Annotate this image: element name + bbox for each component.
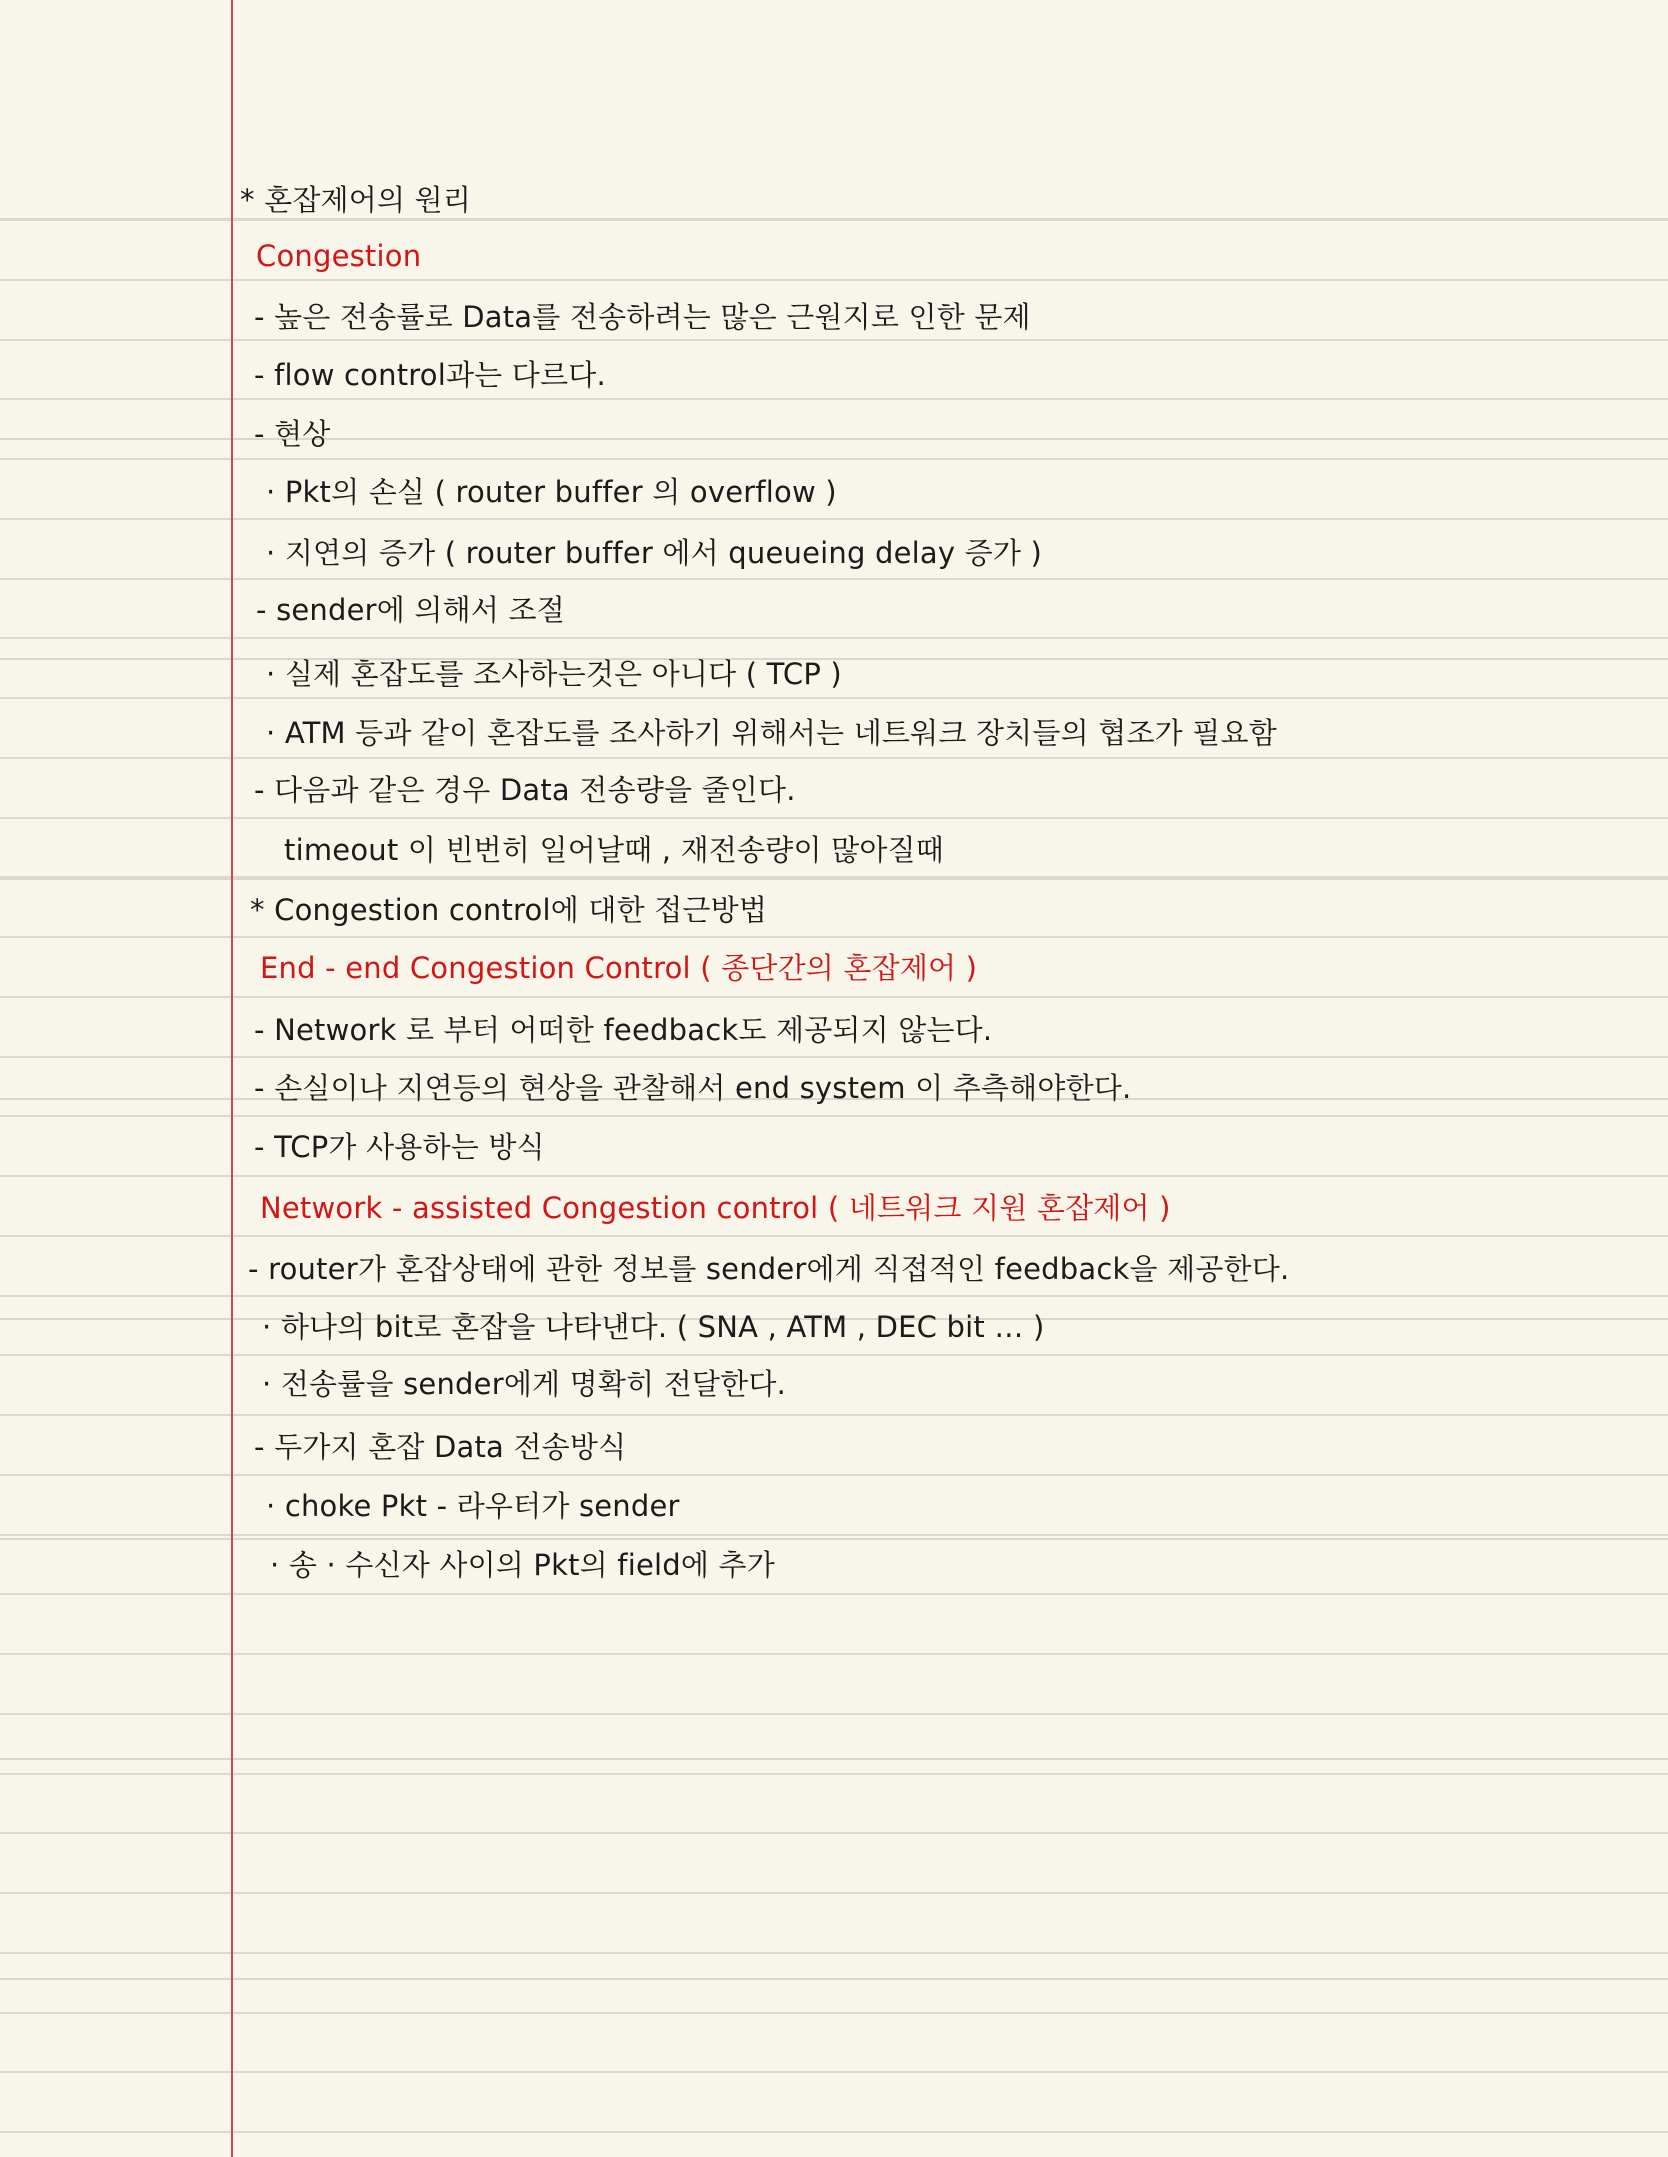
note-bullet: · ATM 등과 같이 혼잡도를 조사하기 위해서는 네트워크 장치들의 협조가 필요함 [266, 716, 1277, 750]
note-term: Network - assisted Congestion control ( 네트워크 지원 혼잡제어 ) [260, 1191, 1171, 1225]
note-bullet: · 송 · 수신자 사이의 Pkt의 field에 추가 [270, 1548, 775, 1582]
note-line: - 두가지 혼잡 Data 전송방식 [254, 1430, 627, 1464]
note-line: - Network 로 부터 어떠한 feedback도 제공되지 않는다. [254, 1013, 993, 1047]
note-term: End - end Congestion Control ( 종단간의 혼잡제어 ) [260, 951, 978, 985]
note-line: - sender에 의해서 조절 [256, 593, 565, 627]
note-bullet: · 지연의 증가 ( router buffer 에서 queueing delay 증가 ) [266, 536, 1043, 570]
note-heading: * Congestion control에 대한 접근방법 [250, 893, 768, 927]
note-heading: * 혼잡제어의 원리 [240, 183, 472, 217]
note-line: - router가 혼잡상태에 관한 정보를 sender에게 직접적인 feedback을 제공한다. [248, 1252, 1290, 1286]
note-term: Congestion [256, 239, 422, 273]
note-bullet: · choke Pkt - 라우터가 sender [266, 1489, 680, 1523]
note-bullet: · 하나의 bit로 혼잡을 나타낸다. ( SNA , ATM , DEC bit … ) [262, 1310, 1045, 1344]
note-line: - flow control과는 다르다. [254, 358, 606, 392]
note-bullet: · 실제 혼잡도를 조사하는것은 아니다 ( TCP ) [266, 657, 842, 691]
note-bullet: · 전송률을 sender에게 명확히 전달한다. [262, 1367, 786, 1401]
note-line: - 현상 [254, 417, 331, 451]
note-bullet: · Pkt의 손실 ( router buffer 의 overflow ) [266, 475, 837, 509]
note-line: - 다음과 같은 경우 Data 전송량을 줄인다. [254, 773, 796, 807]
note-line: timeout 이 빈번히 일어날때 , 재전송량이 많아질때 [284, 833, 944, 867]
note-line: - 손실이나 지연등의 현상을 관찰해서 end system 이 추측해야한다. [254, 1071, 1132, 1105]
note-line: - TCP가 사용하는 방식 [254, 1130, 545, 1164]
note-line: - 높은 전송률로 Data를 전송하려는 많은 근원지로 인한 문제 [254, 300, 1031, 334]
